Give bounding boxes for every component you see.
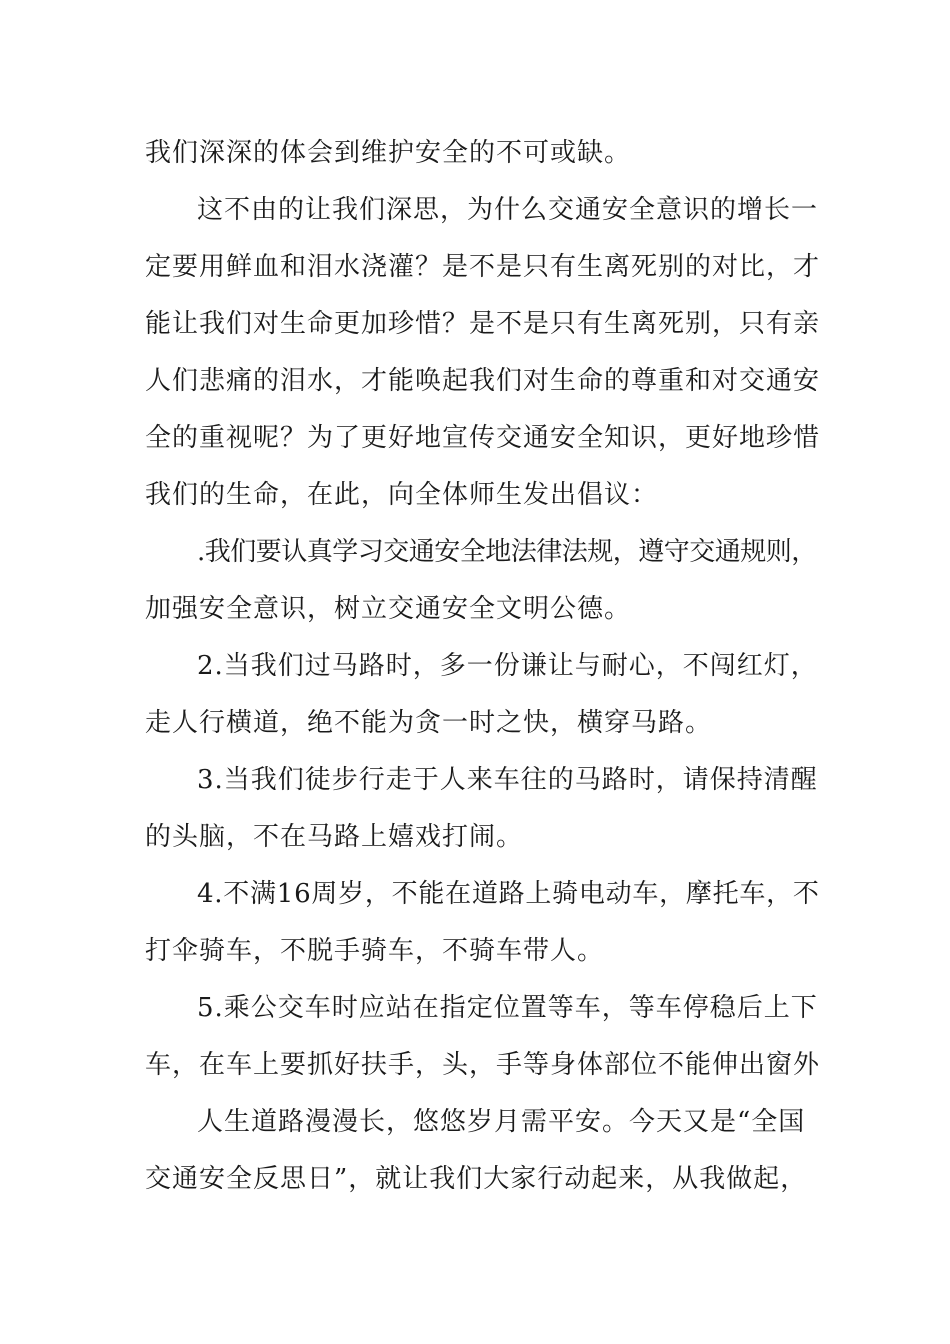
- text-line: 5.乘公交车时应站在指定位置等车，等车停稳后上下: [197, 993, 818, 1023]
- text-line: 走人行横道，绝不能为贪一时之快，横穿马路。: [145, 708, 713, 738]
- text-line: .我们要认真学习交通安全地法律法规，遵守交通规则，: [197, 537, 817, 567]
- text-line: 加强安全意识，树立交通安全文明公德。: [145, 594, 632, 624]
- text-line: 4.不满16周岁，不能在道路上骑电动车，摩托车，不: [197, 879, 820, 909]
- text-line: 人们悲痛的泪水，才能唤起我们对生命的尊重和对交通安: [145, 366, 821, 396]
- text-line: 打伞骑车，不脱手骑车，不骑车带人。: [145, 936, 605, 966]
- text-line: 人生道路漫漫长，悠悠岁月需平安。今天又是“全国: [197, 1107, 806, 1137]
- text-line: 能让我们对生命更加珍惜？是不是只有生离死别，只有亲: [145, 309, 821, 339]
- text-line: 交通安全反思日”，就让我们大家行动起来，从我做起，: [145, 1164, 808, 1194]
- text-line: 这不由的让我们深思，为什么交通安全意识的增长一: [197, 195, 819, 225]
- text-line: 全的重视呢？为了更好地宣传交通安全知识，更好地珍惜: [145, 423, 821, 453]
- text-line: 我们深深的体会到维护安全的不可或缺。: [145, 138, 632, 168]
- text-line: 3.当我们徒步行走于人来车往的马路时，请保持清醒: [197, 765, 818, 795]
- text-line: 定要用鲜血和泪水浇灌？是不是只有生离死别的对比，才: [145, 252, 821, 282]
- text-line: 我们的生命，在此，向全体师生发出倡议：: [145, 480, 659, 510]
- text-line: 车，在车上要抓好扶手，头，手等身体部位不能伸出窗外: [145, 1050, 821, 1080]
- text-line: 2.当我们过马路时，多一份谦让与耐心，不闯红灯，: [197, 651, 818, 681]
- text-line: 的头脑，不在马路上嬉戏打闹。: [145, 822, 524, 852]
